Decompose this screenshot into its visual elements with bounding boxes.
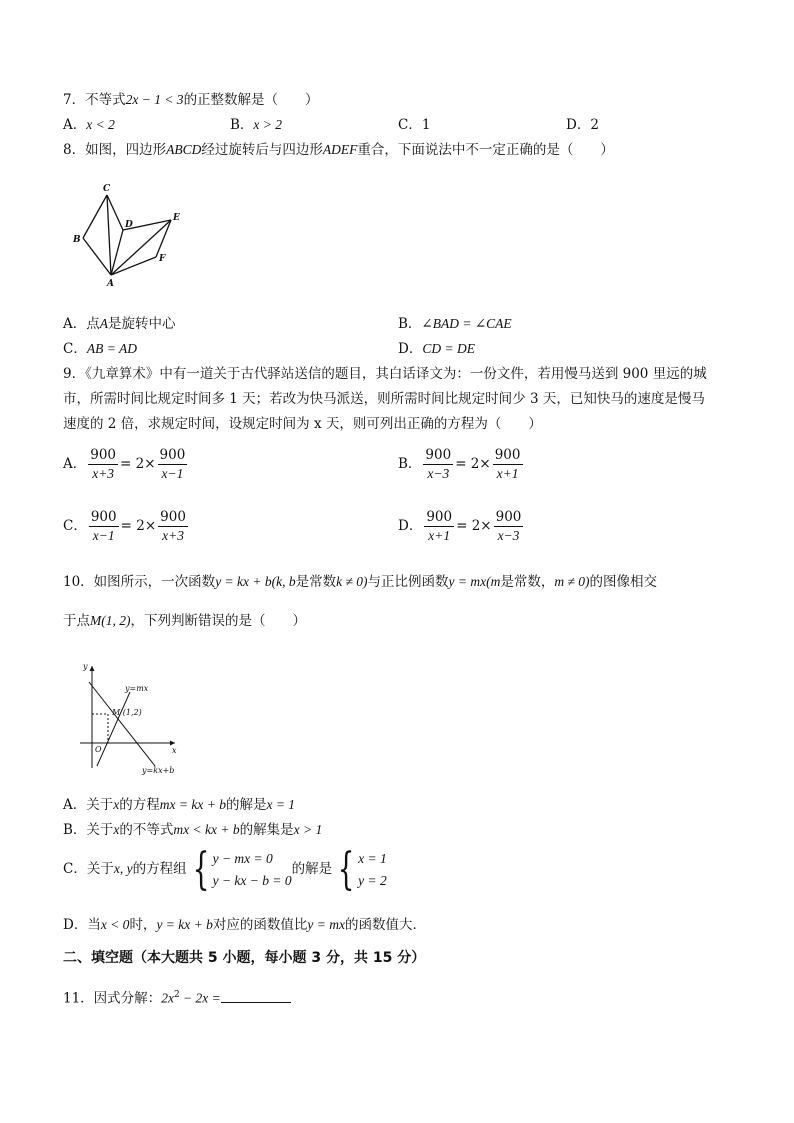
q7-option-d: D．2 bbox=[566, 117, 599, 133]
q7-stem: 7．不等式2x − 1 < 3的正整数解是（ ） bbox=[63, 92, 319, 108]
q8-quadrilateral-figure bbox=[63, 180, 193, 290]
graph-x-label: x bbox=[172, 746, 177, 755]
q11-stem: 11．因式分解：$2x^2 - 2x$ = bbox=[63, 985, 291, 1009]
fig-label-a: A bbox=[107, 279, 114, 289]
fig-label-b: B bbox=[73, 235, 81, 245]
q10-option-c: C．关于x, y的方程组 { y − mx = 0 y − kx − b = 0 的解是 { x = 1 y = 2 bbox=[63, 843, 387, 895]
q10-option-a: A．关于x的方程mx = kx + b的解是x = 1 bbox=[63, 797, 296, 813]
q9-stem-line2: 市，所需时间比规定时间多 1 天；若改为快马派送，则所需时间比规定时间少 3 天，已知快马的速度是慢马 bbox=[63, 391, 705, 407]
q10-stem-line2: 于点M(1, 2)，下列判断错误的是（ ） bbox=[63, 613, 306, 629]
graph-line-kxb-label: y=kx+b bbox=[142, 766, 175, 775]
fig-label-f: F bbox=[159, 254, 166, 264]
graph-point-m-label: M (1,2) bbox=[112, 708, 142, 717]
q9-stem-line3: 速度的 2 倍，求规定时间，设规定时间为 x 天，则可列出正确的方程为（ ） bbox=[63, 416, 542, 432]
q7-option-b: B．x > 2 bbox=[230, 117, 283, 133]
q10-stem-line1: 10．如图所示，一次函数y = kx + b(k, b是常数k ≠ 0)与正比例函数y = mx(m是常数，m ≠ 0)的图像相交 bbox=[63, 574, 658, 590]
q8-option-c: C．AB = AD bbox=[63, 341, 137, 357]
fig-label-c: C bbox=[103, 184, 111, 194]
q8-option-a: A．点A是旋转中心 bbox=[63, 316, 176, 332]
q8-stem: 8．如图，四边形ABCD经过旋转后与四边形ADEF重合，下面说法中不一定正确的是（ ） bbox=[63, 142, 614, 158]
graph-y-label: y bbox=[83, 662, 88, 671]
q10-option-d: D．当x < 0时，y = kx + b对应的函数值比y = mx的函数值大． bbox=[63, 917, 426, 933]
q8-option-d: D．CD = DE bbox=[398, 341, 475, 357]
graph-line-mx-label: y=mx bbox=[125, 684, 149, 693]
q7-inequality: 2x − 1 < 3 bbox=[125, 92, 184, 107]
q10-option-b: B．关于x的不等式mx < kx + b的解集是x > 1 bbox=[63, 822, 323, 838]
fig-label-e: E bbox=[173, 213, 180, 223]
q9-option-a: A． $\frac{900}{x+3}$ = 2× $\frac{900}{x-1}$ bbox=[63, 447, 186, 481]
q9-option-d: D． $\frac{900}{x+1}$ = 2× $\frac{900}{x-3}$ bbox=[398, 509, 522, 543]
q9-option-c: C． $\frac{900}{x-1}$ = 2× $\frac{900}{x+3}$ bbox=[63, 509, 186, 543]
q11-answer-blank[interactable] bbox=[221, 987, 291, 1003]
fig-label-d: D bbox=[125, 220, 133, 230]
q10-function-graph bbox=[75, 660, 190, 775]
q9-option-b: B． $\frac{900}{x-3}$ = 2× $\frac{900}{x+1}$ bbox=[398, 447, 521, 481]
q7-option-a: A．x < 2 bbox=[63, 117, 115, 133]
q9-stem-line1: 9．《九章算术》中有一道关于古代驿站送信的题目，其白话译文为：一份文件，若用慢马送到 900 里远的城 bbox=[63, 366, 707, 382]
graph-origin-label: O bbox=[95, 745, 102, 754]
q8-option-b: B．∠BAD = ∠CAE bbox=[398, 316, 512, 332]
q7-option-c: C．1 bbox=[398, 117, 431, 133]
section-2-heading: 二、填空题（本大题共 5 小题，每小题 3 分，共 15 分） bbox=[63, 950, 426, 966]
